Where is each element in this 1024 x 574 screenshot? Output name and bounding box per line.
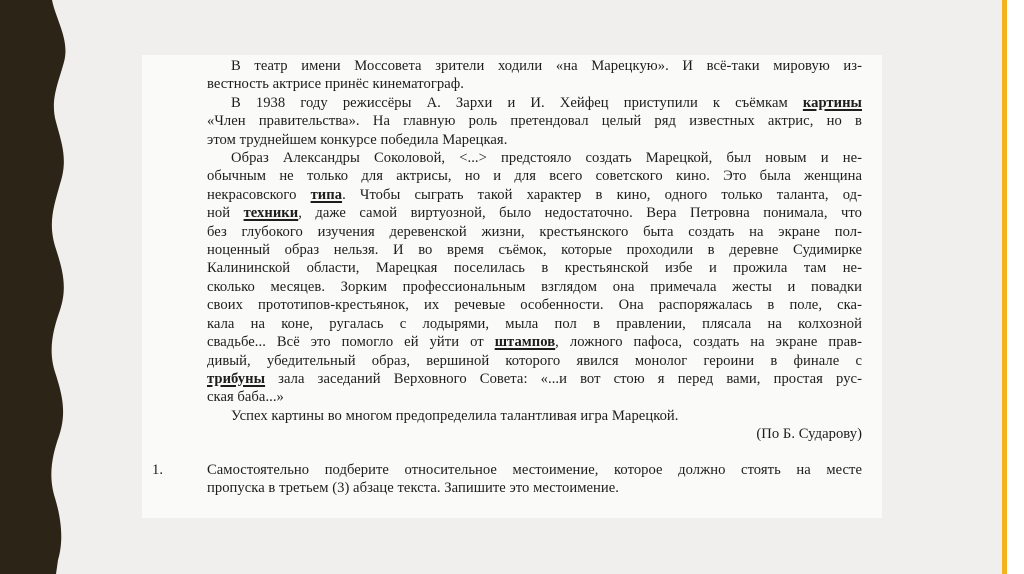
- text-line: «Член правительства». На главную роль претендовал целый ряд известных актрис, но в: [207, 113, 862, 130]
- task-number: 1.: [152, 461, 164, 478]
- text-line: своих прототипов-крестьянок, их речевые особенности. Она распоряжалась в поле, ска-: [207, 297, 862, 314]
- source-attribution: (По Б. Сударову): [756, 426, 862, 443]
- paragraph-4: [207, 407, 862, 425]
- text-line: ская баба...»: [207, 389, 284, 406]
- text-line: вестность актрисе принёс кинематограф.: [207, 76, 464, 93]
- paragraph-2: [207, 94, 862, 149]
- text-line: без глубокого изучения деревенской жизни, крестьянского быта создать на экране пол-: [207, 223, 862, 240]
- text-segment: ной: [207, 205, 244, 222]
- torn-edge-shape: [0, 0, 65, 574]
- underlined-word: трибуны: [207, 370, 266, 387]
- text-segment: свадьбе... Всё это помогло ей уйти от: [207, 334, 495, 351]
- text-segment: некрасовского: [207, 186, 311, 203]
- text-line: Образ Александры Соколовой, <...> предстояло создать Марецкой, был новым и не-: [231, 150, 862, 167]
- accent-bar: [1002, 0, 1007, 574]
- text-line: кала на коне, ругалась с лодырями, мыла пол в правлении, плясала на колхозной: [207, 315, 862, 332]
- text-line: Успех картины во многом предопределила талантливая игра Марецкой.: [231, 407, 679, 424]
- text-segment: , даже самой виртуозной, было недостаточно. Вера Петровна понимала, что: [298, 205, 862, 222]
- text-line: дивый, убедительный образ, вершиной которого явился монолог героини в финале с: [207, 352, 862, 369]
- task-block: [152, 461, 862, 498]
- underlined-word: картины: [802, 94, 862, 111]
- text-segment: , ложного пафоса, создать на экране прав-: [555, 334, 862, 351]
- text-line: сколько месяцев. Зорким профессиональным взглядом она примечала жесты и повадки: [207, 278, 862, 295]
- text-line: этом труднейшем конкурсе победила Марецкая.: [207, 131, 508, 148]
- underlined-word: типа: [310, 186, 343, 203]
- text-line: обычным не только для актрисы, но и для всего советского кино. Это была женщина: [207, 168, 862, 185]
- text-line: Калининской области, Марецкая поселилась в крестьянской избе и прожила там не-: [207, 260, 862, 277]
- text-line: [207, 333, 862, 351]
- text-line: В театр имени Моссовета зрители ходили «на Марецкую». И всё-таки мировую из-: [231, 58, 862, 74]
- paragraph-1: [207, 57, 862, 94]
- text-segment: . Чтобы сыграть такой характер в кино, одного только таланта, од-: [342, 186, 863, 203]
- torn-paper-edge-decoration: [0, 0, 70, 574]
- scanned-text-page: [142, 55, 882, 518]
- paragraph-3: [207, 149, 862, 407]
- text-line: [207, 94, 862, 112]
- text-line: [207, 370, 862, 388]
- underlined-word: штампов: [494, 334, 556, 351]
- task-text-line: пропуска в третьем (3) абзаце текста. Запишите это местоимение.: [207, 479, 619, 496]
- task-text-line: Самостоятельно подберите относительное местоимение, которое должно стоять на месте: [207, 461, 862, 478]
- text-line: ноценный образ нельзя. И во время съёмок, которые проходили в деревне Судимирке: [207, 242, 862, 259]
- text-line: [207, 186, 862, 204]
- text-segment: В 1938 году режиссёры А. Зархи и И. Хейфец приступили к съёмкам: [231, 94, 803, 111]
- text-segment: зала заседаний Верховного Совета: «...и вот стою я перед вами, простая рус-: [265, 370, 862, 387]
- underlined-word: техники: [243, 205, 299, 222]
- text-line: [207, 204, 862, 222]
